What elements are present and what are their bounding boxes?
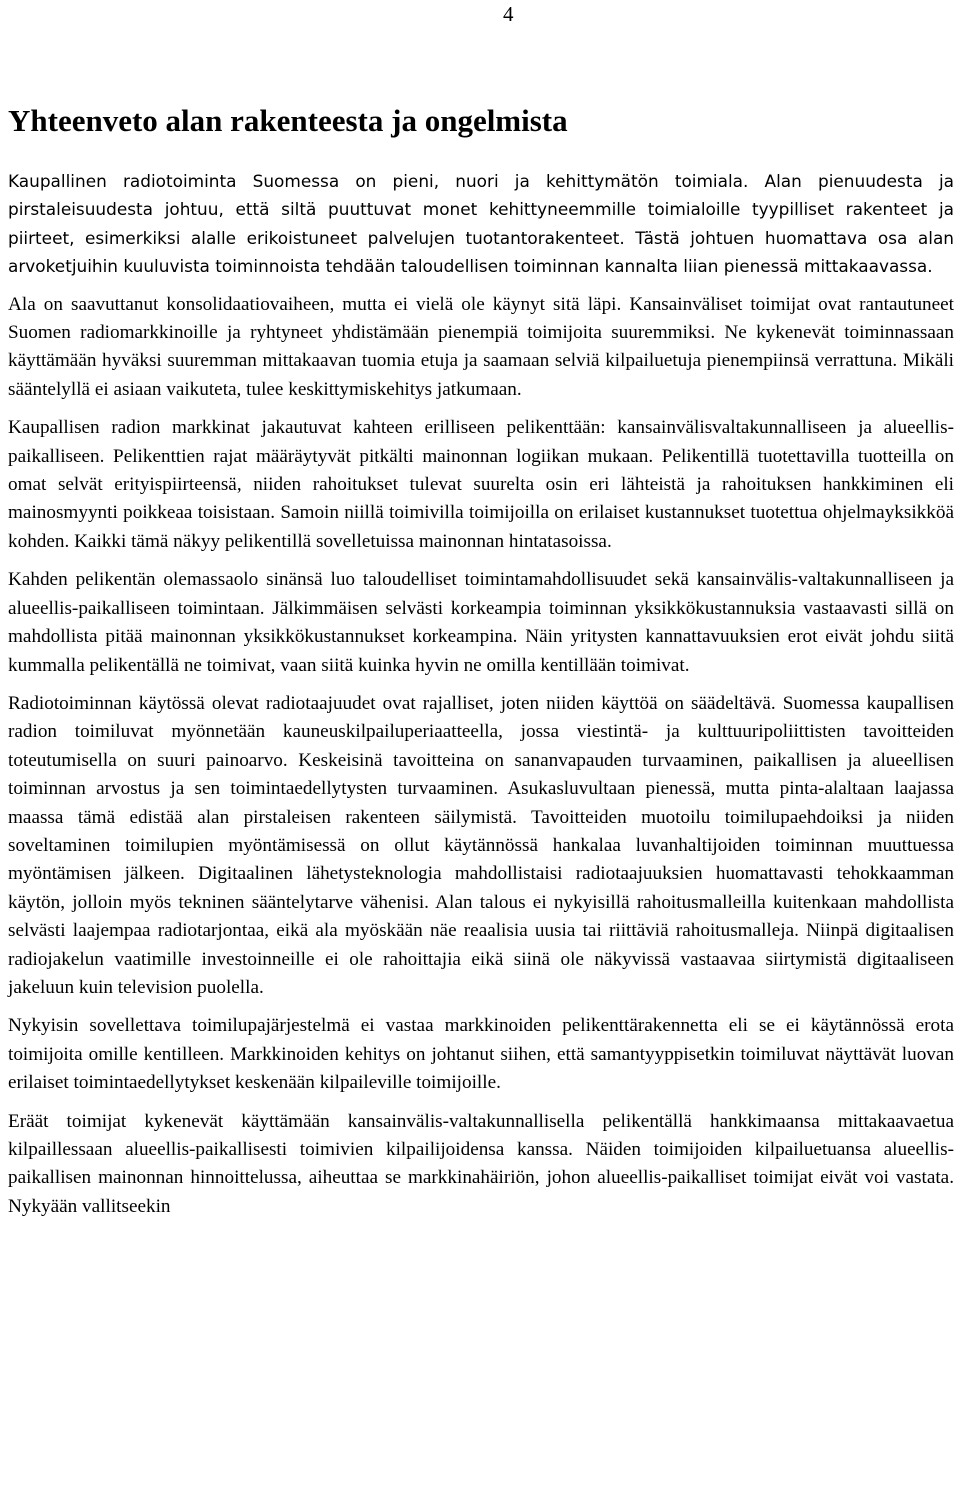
page-number: 4 [503,2,514,26]
paragraph: Kahden pelikentän olemassaolo sinänsä luo taloudelliset toimintamahdollisuudet sekä kansainvälis-valtakunnalliseen ja alueellis-paikalliseen toimintaan. Jälkimmäisen selvästi korkeampia toiminnan yksikkökustannuksia vastaavasti sillä on mahdollista pitää mainonnan yksikkökustannukset korkeampina. Näin yritysten kannattavuuksien erot eivät johdu siitä kummalla pelikentällä ne toimivat, vaan siitä kuinka hyvin ne omilla kentillään toimivat. [8,569,954,676]
section-title: Yhteenveto alan rakenteesta ja ongelmista [8,103,568,138]
paragraph: Kaupallisen radion markkinat jakautuvat kahteen erilliseen pelikenttään: kansainvälisvaltakunnalliseen ja alueellis-paikalliseen. Pelikenttien rajat määräytyvät pitkälti mainonnan logiikan mukaan. Pelikentillä tuotettavilla tuotteilla on omat selvät erityispiirteensä, niiden rahoitukset tulevat suurelta osin eri lähteistä ja rahoituksen hankkiminen eli mainosmyynti poikkeaa toisistaan. Samoin niillä toimivilla toimijoilla on erilaiset kustannukset tuotettua ohjelmayksikköä kohden. Kaikki tämä näkyy pelikentillä sovelletuissa mainonnan hintatasoissa. [8,417,954,552]
paragraph: Ala on saavuttanut konsolidaatiovaiheen, mutta ei vielä ole käynyt sitä läpi. Kansainväliset toimijat ovat rantautuneet Suomen radiomarkkinoille ja ryhtyneet yhdistämään pienempiä toimijoita suuremmiksi. Ne kykenevät toiminnassaan käyttämään hyväksi suuremman mittakaavan tuomia etuja ja saamaan selviä kilpailuetuja pienempiinsä verrattuna. Mikäli sääntelyllä ei asiaan vaikuteta, tulee keskittymiskehitys jatkumaan. [8,293,954,400]
paragraph: Eräät toimijat kykenevät käyttämään kansainvälis-valtakunnallisella pelikentällä hankkimaansa mittakaavaetua kilpaillessaan alueellis-paikallisesti toimivien kilpailijoidensa kanssa. Näiden toimijoiden kilpailuetuansa alueellis-paikallisen mainonnan hinnoittelussa, aiheuttaa se markkinahäiriön, johon alueellis-paikalliset toimijat eivät voi vastata. Nykyään vallitseekin [8,1110,954,1217]
paragraph: Radiotoiminnan käytössä olevat radiotaajuudet ovat rajalliset, joten niiden käyttöä on säädeltävä. Suomessa kaupallisen radion toimiluvat myönnetään kauneuskilpailuperiaatteella, jossa viestintä- ja kulttuuripoliittisten tavoitteiden toteutumisella on suuri painoarvo. Keskeisinä tavoitteina on sananvapauden turvaaminen, paikallisen ja alueellisen toiminnan arvostus ja sen toimintaedellytysten turvaaminen. Asukasluvultaan pienessä, mutta pinta-alaltaan laajassa maassa tämä edistää alan pirstaleisen rakenteen säilymistä. Tavoitteiden muotoilu toimilupaehdoiksi ja niiden soveltaminen toimilupien myöntämisessä on ollut käytännössä hankalaa luvanhaltijoiden toiminnan muuttuessa myöntämisen jälkeen. Digitaalinen lähetysteknologia mahdollistaisi radiotaajuuksien huomattavasti tehokkaamman käytön, jolloin myös tekninen sääntelytarve vähenisi. Alan talous ei nykyisillä rahoitusmalleilla kuitenkaan mahdollista selvästi laajempaa radiotarjontaa, eikä ala myöskään näe reaalisia uusia tai riittäviä rahoitusmalleja. Niinpä digitaalisen radiojakelun vaatimille investoinneille ei ole rahoittajia eikä siinä ole näkyvissä vastaavaa siirtymistä digitaaliseen jakeluun kuin television puolella. [8,692,954,998]
body-text [8,167,954,1231]
paragraph: Kaupallinen radiotoiminta Suomessa on pieni, nuori ja kehittymätön toimiala. Alan pienuudesta ja pirstaleisuudesta johtuu, että siltä puuttuvat monet kehittyneemmille toimialoille tyypilliset rakenteet ja piirteet, esimerkiksi alalle erikoistuneet palvelujen tuotantorakenteet. Tästä johtuen huomattava osa alan arvoketjuihin kuuluvista toiminnoista tehdään taloudellisen toiminnan kannalta liian pienessä mittakaavassa. [8,171,954,277]
paragraph: Nykyisin sovellettava toimilupajärjestelmä ei vastaa markkinoiden pelikenttärakennetta eli se ei käytännössä erota toimijoita omille kentilleen. Markkinoiden kehitys on johtanut siihen, että samantyyppisetkin toimiluvat näyttävät luovan erilaiset toimintaedellytykset keskenään kilpaileville toimijoille. [8,1015,954,1094]
